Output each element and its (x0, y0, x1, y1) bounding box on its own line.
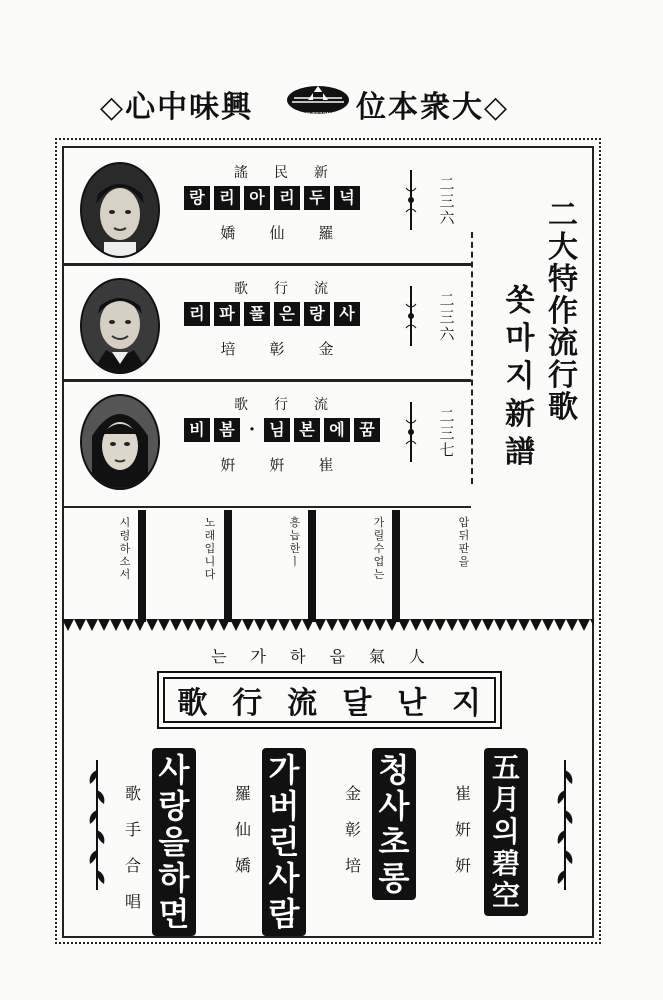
banner-box (157, 671, 502, 729)
title-char: 풀 (244, 302, 270, 326)
song-row-1 (64, 150, 471, 266)
record-number-3: 二三七 (439, 407, 455, 459)
singer-name-2: 培彰金 (220, 340, 368, 358)
logo-text: CHEERON (305, 112, 331, 118)
title-char: 리 (184, 302, 210, 326)
zigzag-divider (62, 619, 594, 631)
bottom-song-title-4: 五月의碧空 (484, 748, 528, 916)
dashed-divider (471, 232, 473, 484)
record-label-logo (286, 78, 350, 122)
title-char: 두 (304, 186, 330, 210)
banner-char: 지 (452, 686, 482, 721)
record-number-1: 二三六 (439, 175, 455, 227)
title-char: 비 (184, 418, 210, 442)
ornament-icon (404, 402, 418, 462)
title-char: 봄 (214, 418, 240, 442)
bottom-singer-2: 羅仙嬌 (234, 784, 251, 875)
title-char: 리 (274, 186, 300, 210)
singer-portrait-3 (80, 394, 160, 490)
title-char: 파 (214, 302, 240, 326)
banner-char: 流 (287, 686, 318, 721)
bottom-song-title-3: 청사초롱 (372, 748, 416, 900)
title-char: 꿈 (354, 418, 380, 442)
header-right-text: 位本衆大◇ (356, 90, 510, 125)
feature-title: 二大特作流行歌 (548, 198, 578, 425)
singer-name-1: 嬌仙羅 (220, 224, 368, 242)
title-char: 아 (244, 186, 270, 210)
banner-char: 난 (397, 686, 427, 721)
bottom-singer-4: 崔姸姸 (454, 784, 471, 875)
banner-char: 歌 (177, 686, 208, 721)
bottom-song-title-1: 사랑을하면 (152, 748, 196, 936)
feature-subtitle: 쏫마지新譜 (505, 283, 535, 470)
song-row-3 (64, 382, 471, 498)
lyric-column: 시령하소서 (119, 516, 131, 581)
song-title-1 (184, 186, 360, 210)
title-char: 에 (324, 418, 350, 442)
lyric-bar (224, 510, 232, 622)
vine-ornament-icon (554, 760, 576, 890)
vine-ornament-icon (86, 760, 108, 890)
title-char: 랑 (184, 186, 210, 210)
lyric-bar (308, 510, 316, 622)
banner-char: 달 (342, 686, 372, 721)
title-char: 본 (294, 418, 320, 442)
singer-portrait-2 (80, 278, 160, 374)
rows-bottom-rule (64, 506, 471, 508)
lyric-column: 흥늡한ㅣ (289, 516, 301, 568)
lyric-column: 노래입니다 (204, 516, 216, 581)
singer-portrait-1 (80, 162, 160, 258)
ornament-icon (404, 170, 418, 230)
lyric-column: 가릴수업는 (373, 516, 385, 581)
song-genre-1: 謠民新 (234, 165, 354, 181)
record-number-2: 二三六 (439, 291, 455, 343)
title-dot: · (248, 419, 256, 440)
lyric-bar (138, 510, 146, 622)
title-char: 님 (264, 418, 290, 442)
header-left-text: ◇心中味興 (100, 90, 254, 125)
lyric-bar (392, 510, 400, 622)
bottom-song-title-2: 가버린사람 (262, 748, 306, 936)
song-row-2 (64, 266, 471, 382)
title-char: 랑 (304, 302, 330, 326)
popular-subtitle: 는가하읍氣人 (211, 647, 449, 666)
singer-name-3: 姸姸崔 (220, 456, 368, 474)
banner-char: 行 (232, 686, 263, 721)
title-char: 넉 (334, 186, 360, 210)
title-char: 은 (274, 302, 300, 326)
ornament-icon (404, 286, 418, 346)
title-char: 사 (334, 302, 360, 326)
song-title-3 (184, 418, 380, 442)
song-genre-2: 歌行流 (234, 281, 354, 297)
title-char: 리 (214, 186, 240, 210)
bottom-singer-3: 金彰培 (344, 784, 361, 875)
song-genre-3: 歌行流 (234, 397, 354, 413)
song-title-2 (184, 302, 360, 326)
lyric-column: 압뒤판을 (458, 516, 470, 568)
bottom-singer-1: 歌手合唱 (124, 784, 141, 911)
